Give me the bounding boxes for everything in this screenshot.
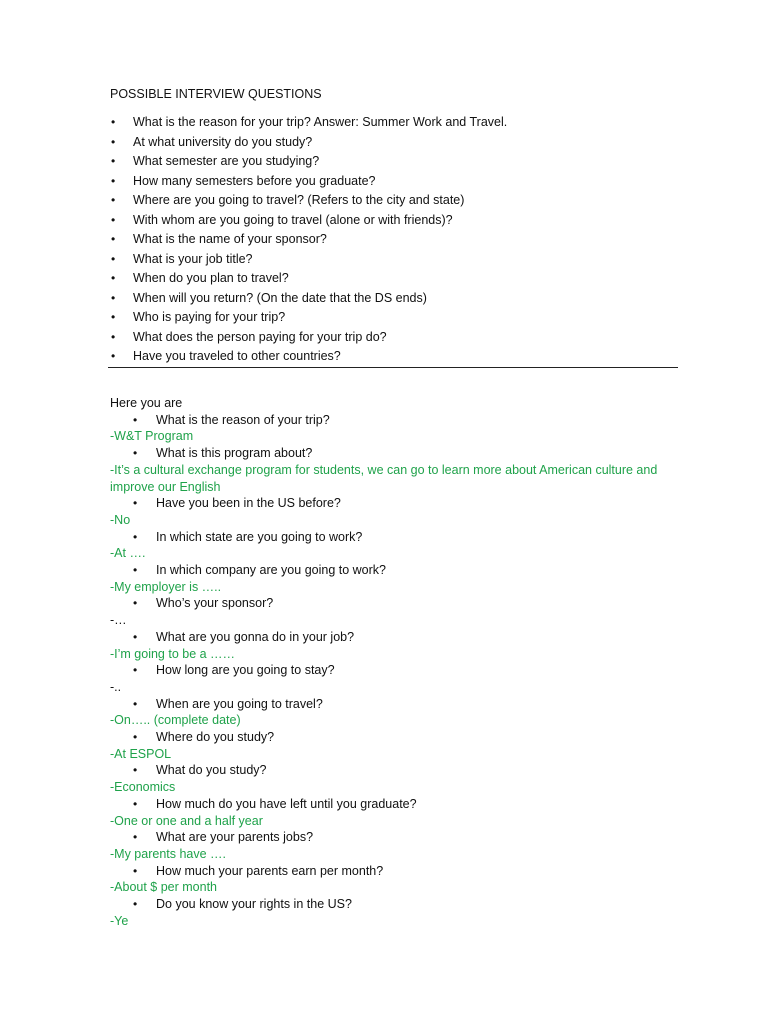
list-item (110, 348, 678, 368)
question-text: What is the name of your sponsor? (133, 232, 327, 246)
dialog-answer: -No (110, 512, 131, 527)
dialog-answer: -W&T Program (110, 429, 194, 444)
list-item (110, 173, 678, 193)
question-text: Have you traveled to other countries? (133, 349, 341, 363)
dialog-question-text: What do you study? (156, 763, 267, 778)
bullet-icon: • (111, 134, 116, 149)
dialog-answer: -… (110, 613, 127, 628)
question-text: What is your job title? (133, 251, 253, 266)
sample-dialog (110, 395, 680, 929)
bullet-icon: • (133, 446, 138, 461)
dialog-answer: -At ESPOL (110, 746, 172, 761)
dialog-question (110, 662, 680, 679)
bullet-icon: • (133, 663, 138, 678)
question-text: Where are you going to travel? (Refers to the city and state) (133, 193, 465, 207)
bullet-icon: • (111, 193, 116, 207)
dialog-question-text: What are you gonna do in your job? (156, 629, 355, 644)
question-text: What is the reason for your trip? Answer: Summer Work and Travel. (133, 115, 508, 129)
dialog-question (110, 629, 680, 646)
dialog-answer: -My employer is ….. (110, 579, 222, 594)
dialog-answer: -Ye (110, 913, 129, 928)
bullet-icon: • (133, 696, 138, 711)
dialog-question-text: How much your parents earn per month? (156, 863, 384, 878)
question-text: At what university do you study? (133, 134, 313, 149)
bullet-icon: • (133, 412, 138, 427)
dialog-answer: -At …. (110, 546, 146, 561)
question-text: When will you return? (On the date that the DS ends) (133, 290, 427, 305)
list-item (110, 270, 678, 290)
bullet-icon: • (111, 310, 116, 324)
dialog-question (110, 729, 680, 746)
bullet-icon: • (111, 115, 116, 129)
bullet-icon: • (133, 563, 138, 578)
dialog-question-text: What is the reason of your trip? (156, 412, 330, 427)
list-item (110, 134, 678, 154)
list-item (110, 153, 678, 173)
dialog-question (110, 595, 680, 612)
bullet-icon: • (133, 629, 138, 644)
question-text: When do you plan to travel? (133, 271, 289, 285)
bullet-icon: • (133, 529, 138, 544)
dialog-question-text: When are you going to travel? (156, 696, 323, 711)
bullet-icon: • (111, 290, 116, 305)
page-title: POSSIBLE INTERVIEW QUESTIONS (110, 87, 322, 101)
dialog-answer: -On….. (complete date) (110, 713, 241, 728)
bullet-icon: • (133, 830, 138, 845)
dialog-answer: -One or one and a half year (110, 813, 263, 828)
dialog-question (110, 529, 680, 546)
bullet-icon: • (111, 251, 116, 266)
list-item (110, 212, 678, 232)
dialog-question-text: In which company are you going to work? (156, 563, 386, 578)
question-text: What does the person paying for your trip do? (133, 329, 387, 344)
question-text: With whom are you going to travel (alone or with friends)? (133, 212, 453, 227)
dialog-question (110, 896, 680, 913)
list-item (110, 329, 678, 349)
bullet-icon: • (133, 763, 138, 778)
bullet-icon: • (111, 154, 116, 168)
dialog-question (110, 796, 680, 813)
dialog-question (110, 495, 680, 512)
dialog-question (110, 562, 680, 579)
bullet-icon: • (133, 730, 138, 745)
list-item (110, 290, 678, 310)
list-item (110, 192, 678, 212)
dialog-question-text: Who’s your sponsor? (156, 596, 274, 611)
dialog-answer: -.. (110, 679, 122, 694)
bullet-icon: • (133, 496, 138, 511)
dialog-answer: -About $ per month (110, 880, 218, 895)
dialog-question (110, 696, 680, 713)
dialog-question-text: What are your parents jobs? (156, 830, 314, 845)
bullet-icon: • (111, 212, 116, 227)
dialog-question-text: What is this program about? (156, 446, 313, 461)
bullet-icon: • (133, 863, 138, 878)
list-item (110, 231, 678, 251)
bullet-icon: • (111, 349, 116, 363)
bullet-icon: • (133, 596, 138, 611)
dialog-answer: -It’s a cultural exchange program for students, we can go to learn more about American culture and improve our English (110, 462, 658, 494)
dialog-question-text: In which state are you going to work? (156, 529, 363, 544)
interview-questions-list (110, 114, 678, 368)
dialog-question-text: Have you been in the US before? (156, 496, 341, 511)
dialog-question (110, 829, 680, 846)
dialog-question-text: Do you know your rights in the US? (156, 897, 352, 912)
bullet-icon: • (111, 329, 116, 344)
dialog-question (110, 445, 680, 462)
question-text: What semester are you studying? (133, 154, 320, 168)
list-item (110, 114, 678, 134)
dialog-intro: Here you are (110, 396, 183, 410)
dialog-question (110, 412, 680, 429)
dialog-answer: -My parents have …. (110, 846, 227, 861)
dialog-answer: -I’m going to be a …… (110, 646, 236, 661)
dialog-question-text: How long are you going to stay? (156, 663, 335, 678)
dialog-question (110, 863, 680, 880)
dialog-question (110, 762, 680, 779)
bullet-icon: • (111, 271, 116, 285)
bullet-icon: • (133, 796, 138, 811)
list-item (110, 309, 678, 329)
dialog-answer: -Economics (110, 780, 176, 795)
dialog-question-text: Where do you study? (156, 730, 275, 745)
bullet-icon: • (133, 897, 138, 912)
section-divider (108, 367, 678, 368)
dialog-question-text: How much do you have left until you graduate? (156, 796, 417, 811)
bullet-icon: • (111, 232, 116, 246)
list-item (110, 251, 678, 271)
bullet-icon: • (111, 173, 116, 188)
question-text: Who is paying for your trip? (133, 310, 286, 324)
question-text: How many semesters before you graduate? (133, 173, 376, 188)
